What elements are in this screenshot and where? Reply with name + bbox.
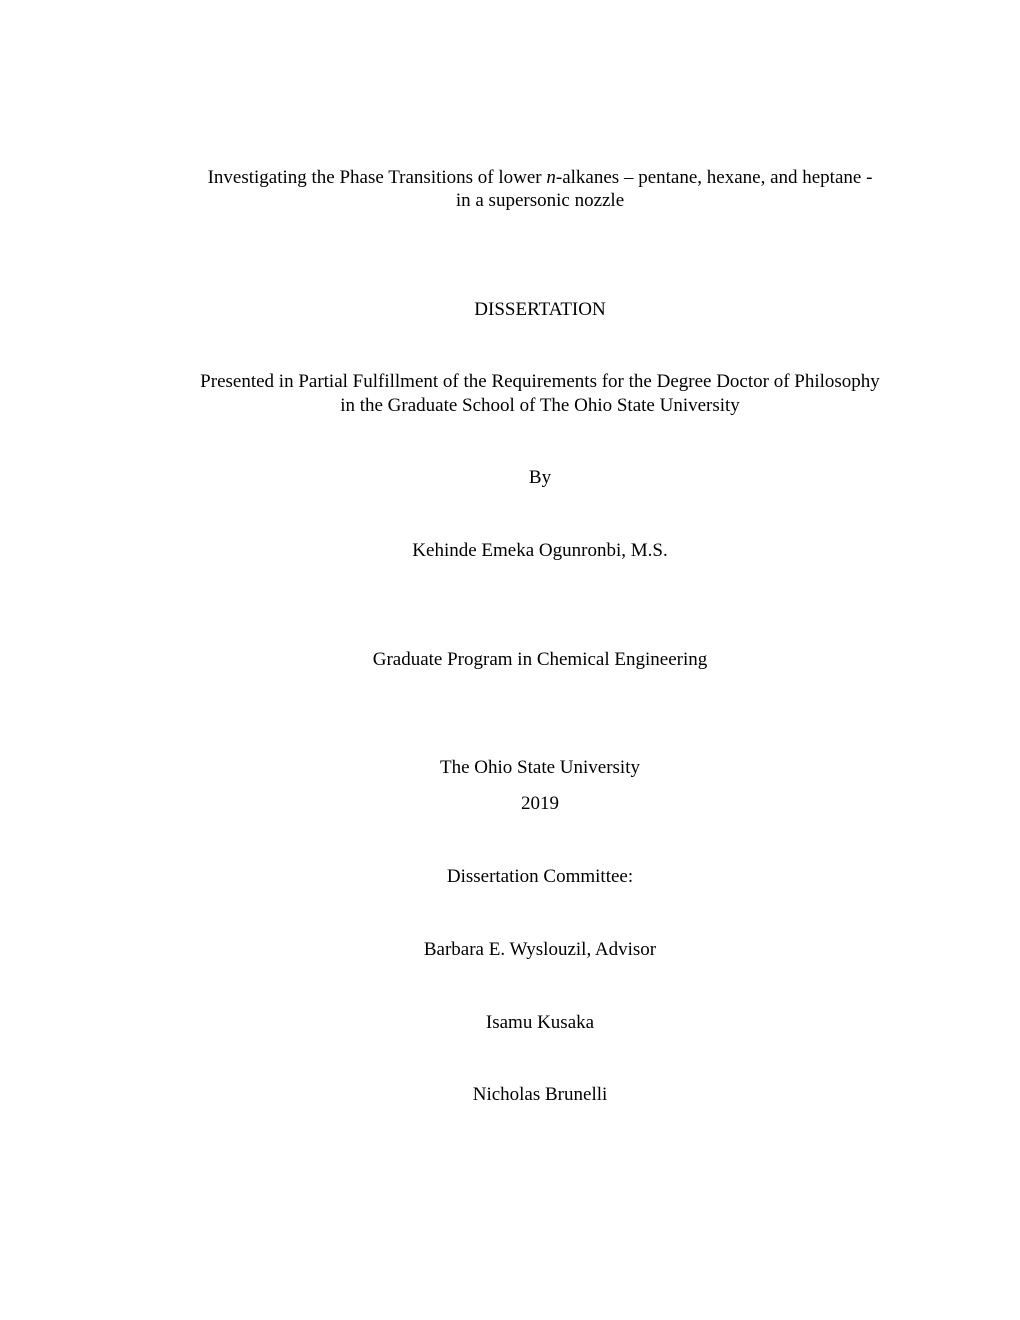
graduate-program: Graduate Program in Chemical Engineering: [372, 649, 708, 670]
university-name: The Ohio State University: [440, 757, 640, 778]
committee-member: Nicholas Brunelli: [472, 1084, 608, 1105]
committee-member-advisor: Barbara E. Wyslouzil, Advisor: [423, 939, 657, 960]
title-line-1-text-b: -alkanes – pentane, hexane, and heptane -: [555, 167, 873, 188]
document-type: DISSERTATION: [474, 299, 606, 320]
title-line-2: in a supersonic nozzle: [455, 190, 625, 211]
by-label: By: [528, 467, 552, 488]
committee-heading: Dissertation Committee:: [446, 866, 634, 887]
title-line-1: [0, 167, 1020, 189]
committee-member: Isamu Kusaka: [485, 1012, 595, 1033]
presentation-line-1: Presented in Partial Fulfillment of the Requirements for the Degree Doctor of Philosophy: [200, 371, 880, 392]
title-line-1-italic: n: [546, 167, 556, 188]
year: 2019: [521, 793, 559, 814]
title-line-1-text-a: Investigating the Phase Transitions of lower: [207, 167, 547, 188]
presentation-line-2: in the Graduate School of The Ohio State University: [340, 395, 740, 416]
author-name: Kehinde Emeka Ogunronbi, M.S.: [412, 540, 668, 561]
